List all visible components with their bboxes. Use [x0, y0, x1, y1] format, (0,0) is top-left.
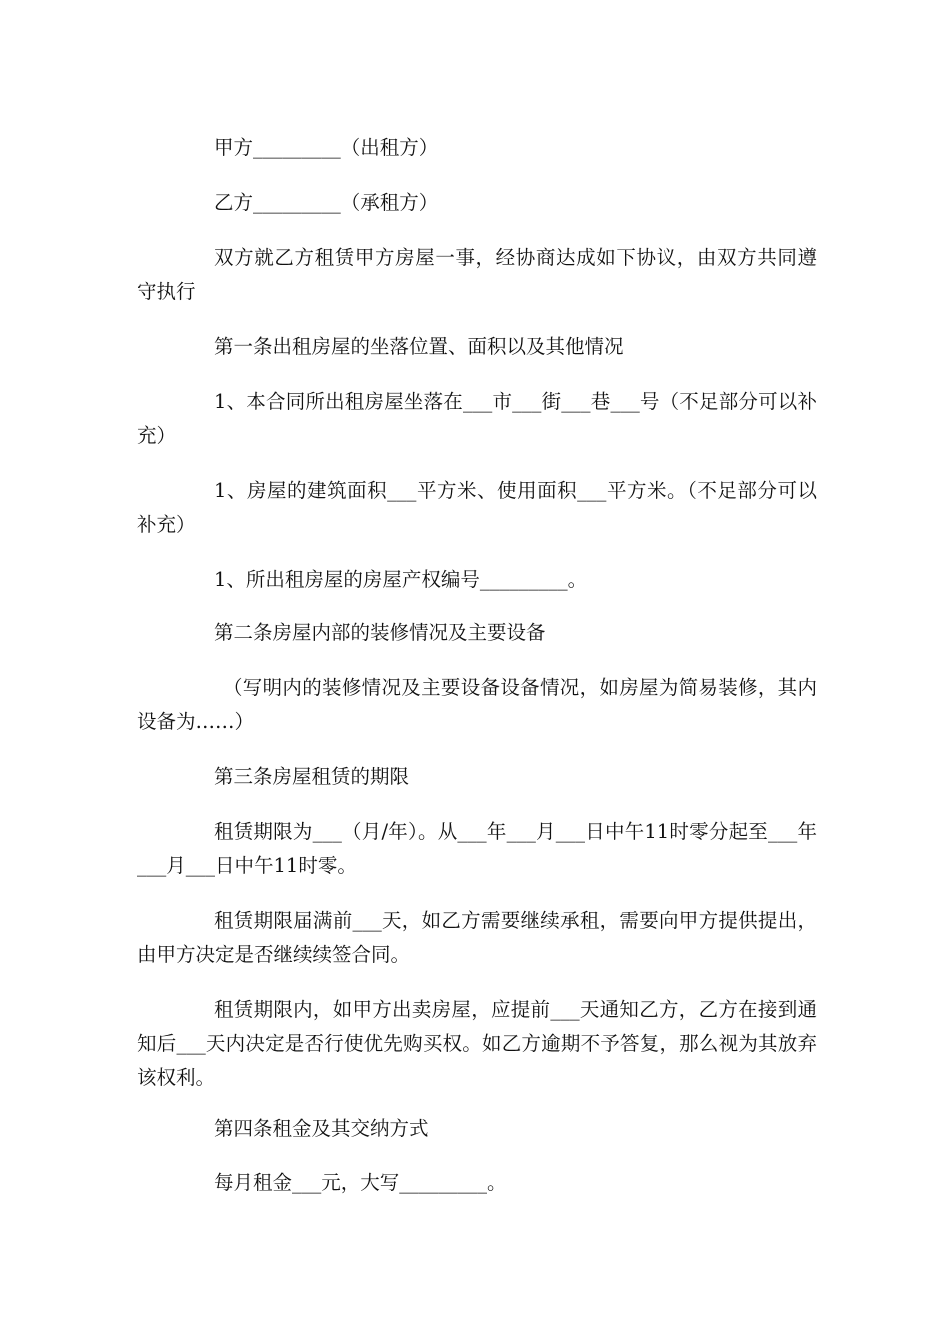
article-3-heading: 第三条房屋租赁的期限 — [214, 765, 410, 788]
article-2-note: （写明内的装修情况及主要设备设备情况，如房屋为简易装修，其内设备为……） — [137, 676, 817, 733]
article-1-heading: 第一条出租房屋的坐落位置、面积以及其他情况 — [214, 335, 624, 358]
article-3-renewal: 租赁期限届满前___天，如乙方需要继续承租，需要向甲方提供提出，由甲方决定是否继续续签合同。 — [137, 909, 817, 966]
article-3-term: 租赁期限为___（月/年）。从___年___月___日中午11时零分起至___年___月___日中午11时零。 — [137, 820, 817, 877]
agreement-intro: 双方就乙方租赁甲方房屋一事，经协商达成如下协议，由双方共同遵守执行 — [137, 246, 817, 303]
article-4-heading: 第四条租金及其交纳方式 — [214, 1117, 429, 1140]
article-2-heading: 第二条房屋内部的装修情况及主要设备 — [214, 621, 546, 644]
article-3-preemption: 租赁期限内，如甲方出卖房屋，应提前___天通知乙方，乙方在接到通知后___天内决定是否行使优先购买权。如乙方逾期不予答复，那么视为其放弃该权利。 — [137, 998, 817, 1089]
article-1-clause-property-number: 1、所出租房屋的房屋产权编号_________。 — [214, 568, 588, 591]
article-1-clause-location: 1、本合同所出租房屋坐落在___市___街___巷___号（不足部分可以补充） — [137, 390, 817, 447]
article-4-rent: 每月租金___元，大写_________。 — [214, 1171, 507, 1194]
party-a-line: 甲方_________（出租方） — [214, 136, 439, 159]
party-b-line: 乙方_________（承租方） — [214, 191, 439, 214]
article-1-clause-area: 1、房屋的建筑面积___平方米、使用面积___平方米。（不足部分可以补充） — [137, 479, 817, 536]
